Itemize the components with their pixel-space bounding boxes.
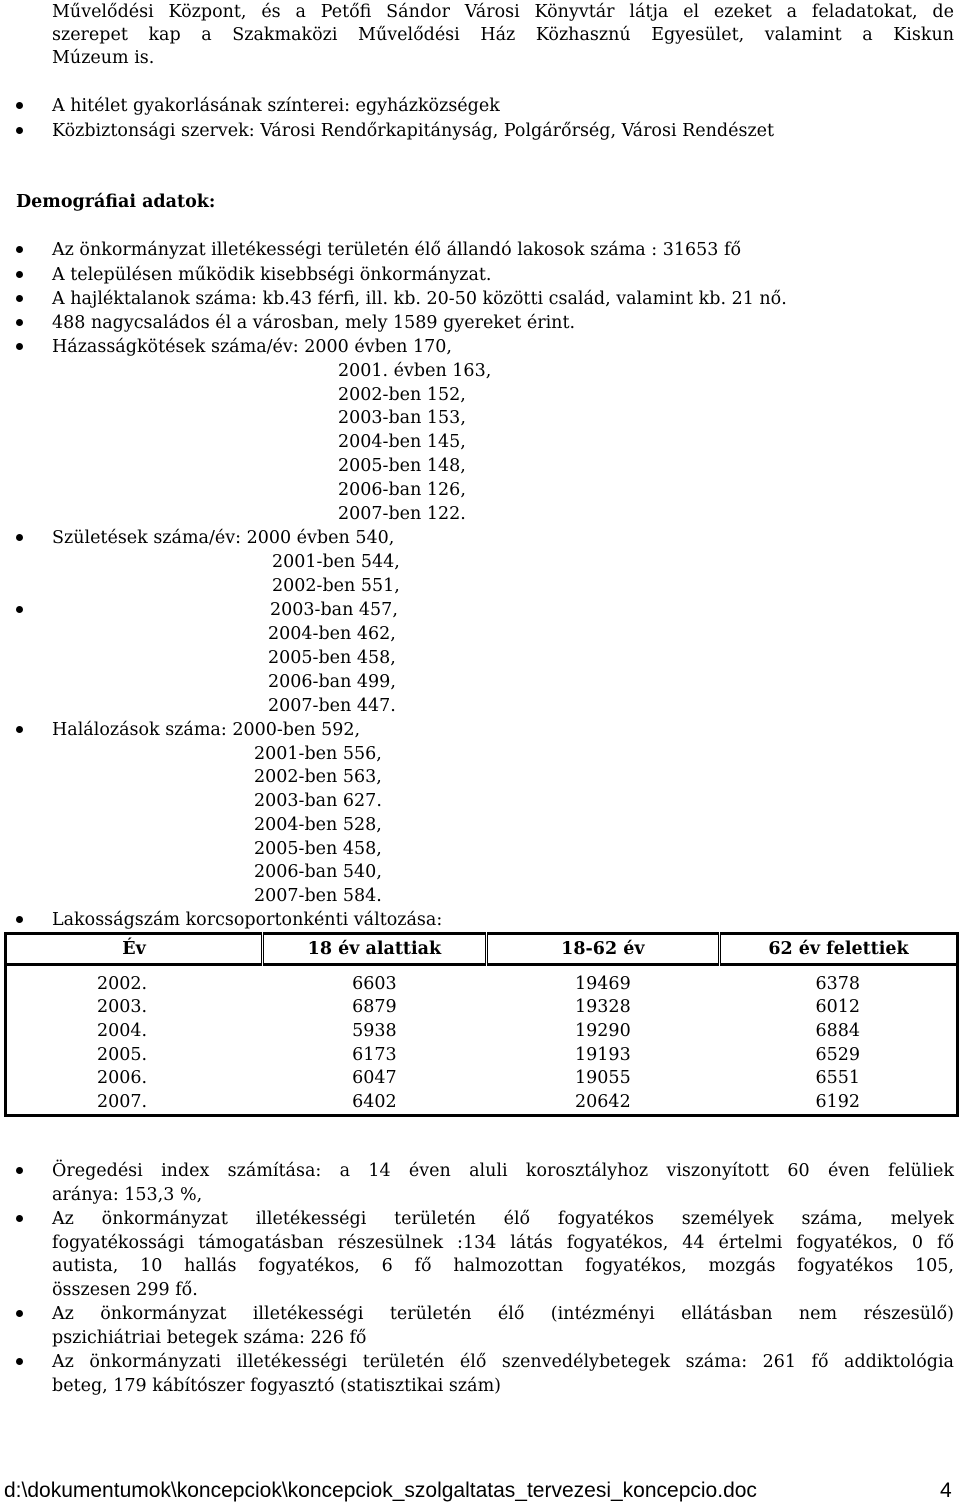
deaths-line: 2001-ben 556,: [254, 744, 382, 764]
cell-over-62: 6012: [815, 997, 861, 1018]
cell-over-62: 6378: [815, 973, 861, 994]
age-groups-label: Lakosságszám korcsoportonkénti változása:: [52, 910, 443, 930]
deaths-line: 2004-ben 528,: [254, 815, 382, 835]
cell-18-62: 19328: [575, 997, 631, 1018]
births-line: 2006-ban 499,: [268, 672, 396, 692]
addiction-line: Az önkormányzati illetékességi területén élő szenvedélybetegek száma: 261 fő addiktológia: [52, 1352, 954, 1372]
list-item-population: Az önkormányzat illetékességi területén élő állandó lakosok száma : 31653 fő: [52, 240, 742, 260]
births-first: Születések száma/év: 2000 évben 540,: [52, 528, 395, 548]
table-header-row: [6, 934, 958, 965]
births-line: 2003-ban 457,: [270, 600, 398, 620]
bullet-icon: [16, 127, 23, 134]
cell-18-62: 19193: [575, 1044, 631, 1065]
column-header-under-18: 18 év alattiak: [263, 934, 487, 965]
table-row: [6, 1019, 958, 1043]
cell-year: 2004.: [97, 1020, 148, 1041]
bullet-icon: [16, 1167, 23, 1174]
table-row: [6, 1043, 958, 1067]
list-item-large-families: 488 nagycsaládos él a városban, mely 1589 gyereket érint.: [52, 313, 576, 333]
list-item-security: Közbiztonsági szervek: Városi Rendőrkapitányság, Polgárőrség, Városi Rendészet: [52, 121, 775, 141]
marriages-line: 2003-ban 153,: [338, 408, 466, 428]
cell-under-18: 6173: [352, 1044, 397, 1065]
cell-under-18: 6047: [352, 1068, 397, 1089]
list-item-homeless: A hajléktalanok száma: kb.43 férfi, ill. kb. 20-50 közötti család, valamint kb. 21 nő.: [52, 289, 787, 309]
bullet-icon: [16, 726, 23, 733]
page-number: 4: [940, 1479, 952, 1502]
list-item-minority: A településen működik kisebbségi önkormányzat.: [52, 265, 492, 285]
list-item-worship: A hitélet gyakorlásának színterei: egyházközségek: [52, 96, 500, 116]
cell-18-62: 19469: [575, 973, 631, 994]
marriages-line: 2007-ben 122.: [338, 504, 466, 524]
cell-year: 2005.: [97, 1044, 148, 1065]
column-header-year: Év: [6, 934, 263, 965]
cell-year: 2006.: [97, 1068, 148, 1089]
bullet-icon: [16, 102, 23, 109]
marriages-line: 2004-ben 145,: [338, 432, 466, 452]
bullet-icon: [16, 1358, 23, 1365]
cell-18-62: 19055: [575, 1068, 631, 1089]
deaths-line: 2002-ben 563,: [254, 767, 382, 787]
bullet-icon: [16, 295, 23, 302]
deaths-line: 2003-ban 627.: [254, 791, 382, 811]
addiction-last: beteg, 179 kábítószer fogyasztó (statisztikai szám): [52, 1376, 501, 1396]
table-row: [6, 1066, 958, 1090]
births-line: 2007-ben 447.: [268, 696, 396, 716]
cell-year: 2002.: [97, 973, 148, 994]
births-line: 2001-ben 544,: [272, 552, 400, 572]
section-heading: Demográfiai adatok:: [16, 192, 216, 212]
cell-under-18: 6603: [352, 973, 397, 994]
cell-year: 2007.: [97, 1091, 148, 1112]
marriages-first: Házasságkötések száma/év: 2000 évben 170,: [52, 337, 452, 357]
marriages-line: 2005-ben 148,: [338, 456, 466, 476]
column-header-over-62: 62 év felettiek: [719, 934, 957, 965]
marriages-line: 2002-ben 152,: [338, 385, 466, 405]
bullet-icon: [16, 534, 23, 541]
deaths-first: Halálozások száma: 2000-ben 592,: [52, 720, 361, 740]
cell-year: 2003.: [97, 997, 148, 1018]
bullet-icon: [16, 1215, 23, 1222]
cell-18-62: 19290: [575, 1020, 631, 1041]
bullet-icon: [16, 1310, 23, 1317]
footer-file-path: d:\dokumentumok\koncepciok\koncepciok_szolgaltatas_tervezesi_koncepcio.doc: [4, 1479, 757, 1502]
cell-18-62: 20642: [575, 1091, 631, 1112]
bullet-icon: [16, 343, 23, 350]
age-group-table: [4, 932, 959, 1117]
aging-index-line: Öregedési index számítása: a 14 éven aluli korosztályhoz viszonyított 60 éven felüliek: [52, 1161, 954, 1181]
table-row: [6, 965, 958, 996]
cell-over-62: 6884: [815, 1020, 861, 1041]
intro-line-3: Múzeum is.: [52, 48, 155, 68]
births-line: 2004-ben 462,: [268, 624, 396, 644]
table-row: [6, 996, 958, 1020]
cell-over-62: 6529: [815, 1044, 861, 1065]
cell-under-18: 5938: [352, 1020, 397, 1041]
bullet-icon: [16, 246, 23, 253]
column-header-18-62: 18-62 év: [486, 934, 719, 965]
psychiatric-line: Az önkormányzat illetékességi területén élő (intézményi ellátásban nem részesülő): [52, 1304, 954, 1324]
bullet-icon: [16, 271, 23, 278]
cell-under-18: 6879: [352, 997, 397, 1018]
marriages-line: 2006-ban 126,: [338, 480, 466, 500]
deaths-line: 2005-ben 458,: [254, 839, 382, 859]
psychiatric-last: pszichiátriai betegek száma: 226 fő: [52, 1328, 367, 1348]
cell-over-62: 6192: [815, 1091, 861, 1112]
cell-under-18: 6402: [352, 1091, 397, 1112]
cell-over-62: 6551: [815, 1068, 861, 1089]
deaths-line: 2006-ban 540,: [254, 862, 382, 882]
aging-index-last: aránya: 153,3 %,: [52, 1185, 203, 1205]
disabled-line: autista, 10 hallás fogyatékos, 6 fő halmozottan fogyatékos, mozgás fogyatékos 105,: [52, 1256, 954, 1276]
bullet-icon: [16, 319, 23, 326]
disabled-last: összesen 299 fő.: [52, 1280, 198, 1300]
intro-line-2: szerepet kap a Szakmaközi Művelődési Ház Közhasznú Egyesület, valamint a Kiskun: [52, 25, 954, 45]
births-line: 2002-ben 551,: [272, 576, 400, 596]
disabled-line: Az önkormányzat illetékességi területén élő fogyatékos személyek száma, melyek: [52, 1209, 954, 1229]
disabled-line: fogyatékossági támogatásban részesülnek :134 látás fogyatékos, 44 értelmi fogyatékos, 0 fő: [52, 1233, 954, 1253]
marriages-line: 2001. évben 163,: [338, 361, 492, 381]
bullet-icon: [16, 916, 23, 923]
deaths-line: 2007-ben 584.: [254, 886, 382, 906]
births-line: 2005-ben 458,: [268, 648, 396, 668]
bullet-icon: [16, 606, 23, 613]
table-row: [6, 1090, 958, 1115]
intro-line-1: Művelődési Központ, és a Petőfi Sándor Városi Könyvtár látja el ezeket a feladatokat, de: [52, 2, 954, 22]
